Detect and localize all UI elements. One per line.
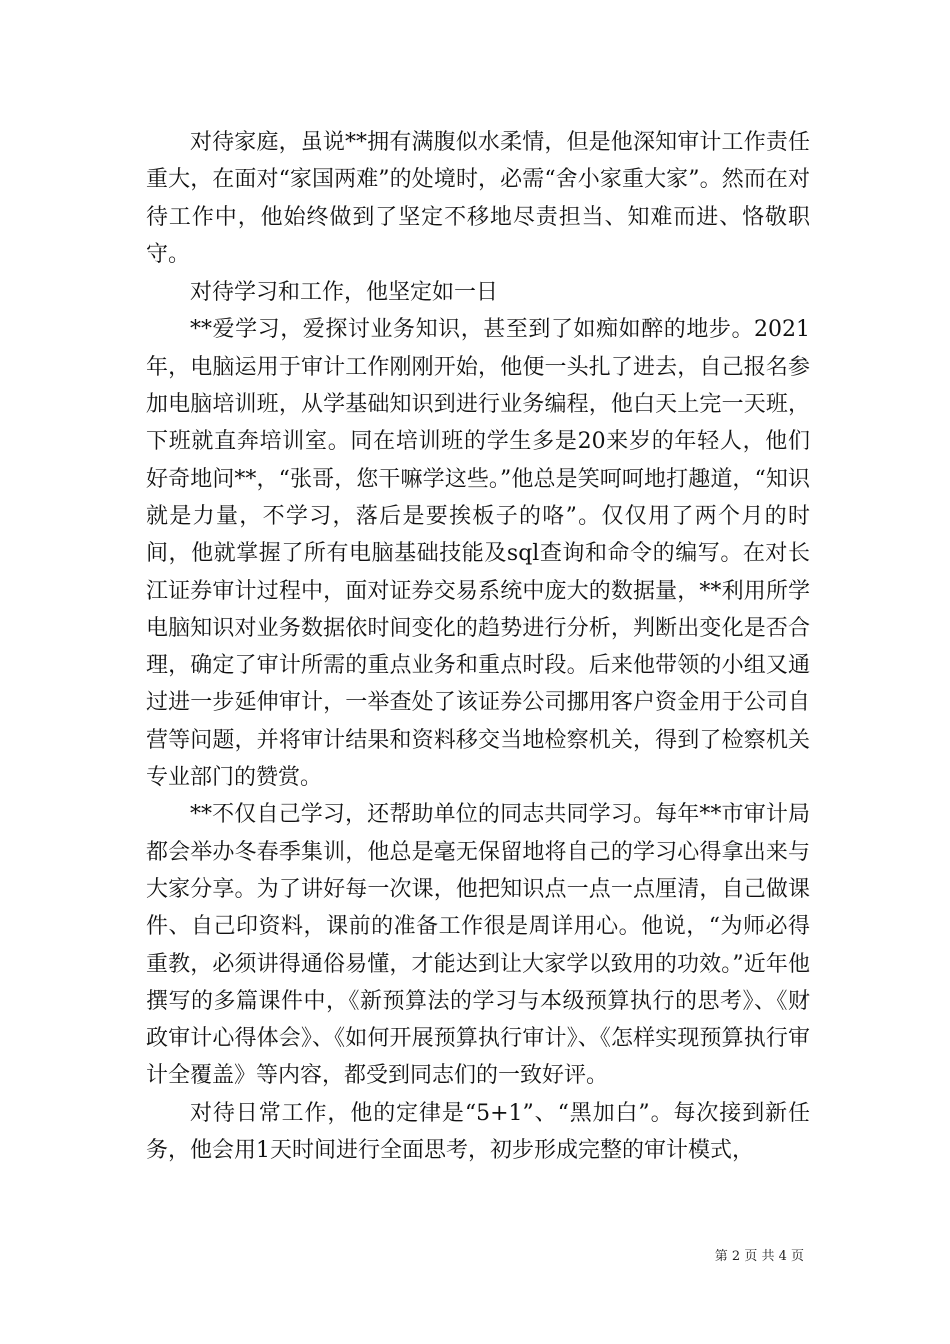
- section-heading-study-work: 对待学习和工作，他坚定如一日: [190, 280, 499, 306]
- paragraph-help-colleagues: **不仅自己学习，还帮助单位的同志共同学习。每年**市审计局都会举办冬春季集训，他总是毫无保留地将自己的学习心得拿出来与大家分享。为了讲好每一次课，他把知识点一点一点厘清，自己做课件、自己印资料，课前的准备工作很是周详用心。他说，“为师必得重教，必须讲得通俗易懂，才能达到让大家学以致用的功效。”近年他撰写的多篇课件中，《新预算法的学习与本级预算执行的思考》、《财政审计心得体会》、《如何开展预算执行审计》、《怎样实现预算执行审计全覆盖》等内容，都受到同志们的一致好评。: [146, 802, 810, 1089]
- document-body: [146, 124, 810, 1169]
- page-number-footer: 第 2 页 共 4 页: [714, 1249, 804, 1264]
- paragraph-daily-work: 对待日常工作，他的定律是“5+1”、“黑加白”。每次接到新任务，他会用1天时间进行全面思考，初步形成完整的审计模式，: [146, 1100, 810, 1164]
- paragraph-family: 对待家庭，虽说**拥有满腹似水柔情，但是他深知审计工作责任重大，在面对“家国两难”的处境时，必需“舍小家重大家”。然而在对待工作中，他始终做到了坚定不移地尽责担当、知难而进、恪敬职守。: [146, 130, 810, 267]
- paragraph-love-learning: **爱学习，爱探讨业务知识，甚至到了如痴如醉的地步。2021年，电脑运用于审计工作刚刚开始，他便一头扎了进去，自己报名参加电脑培训班，从学基础知识到进行业务编程，他白天上完一天班，下班就直奔培训室。同在培训班的学生多是20来岁的年轻人，他们好奇地问**，“张哥，您干嘛学这些。”他总是笑呵呵地打趣道，“知识就是力量，不学习，落后是要挨板子的咯”。仅仅用了两个月的时间，他就掌握了所有电脑基础技能及sql查询和命令的编写。在对长江证券审计过程中，面对证券交易系统中庞大的数据量，**利用所学电脑知识对业务数据依时间变化的趋势进行分析，判断出变化是否合理，确定了审计所需的重点业务和重点时段。后来他带领的小组又通过进一步延伸审计，一举查处了该证券公司挪用客户资金用于公司自营等问题，并将审计结果和资料移交当地检察机关，得到了检察机关专业部门的赞赏。: [146, 317, 810, 791]
